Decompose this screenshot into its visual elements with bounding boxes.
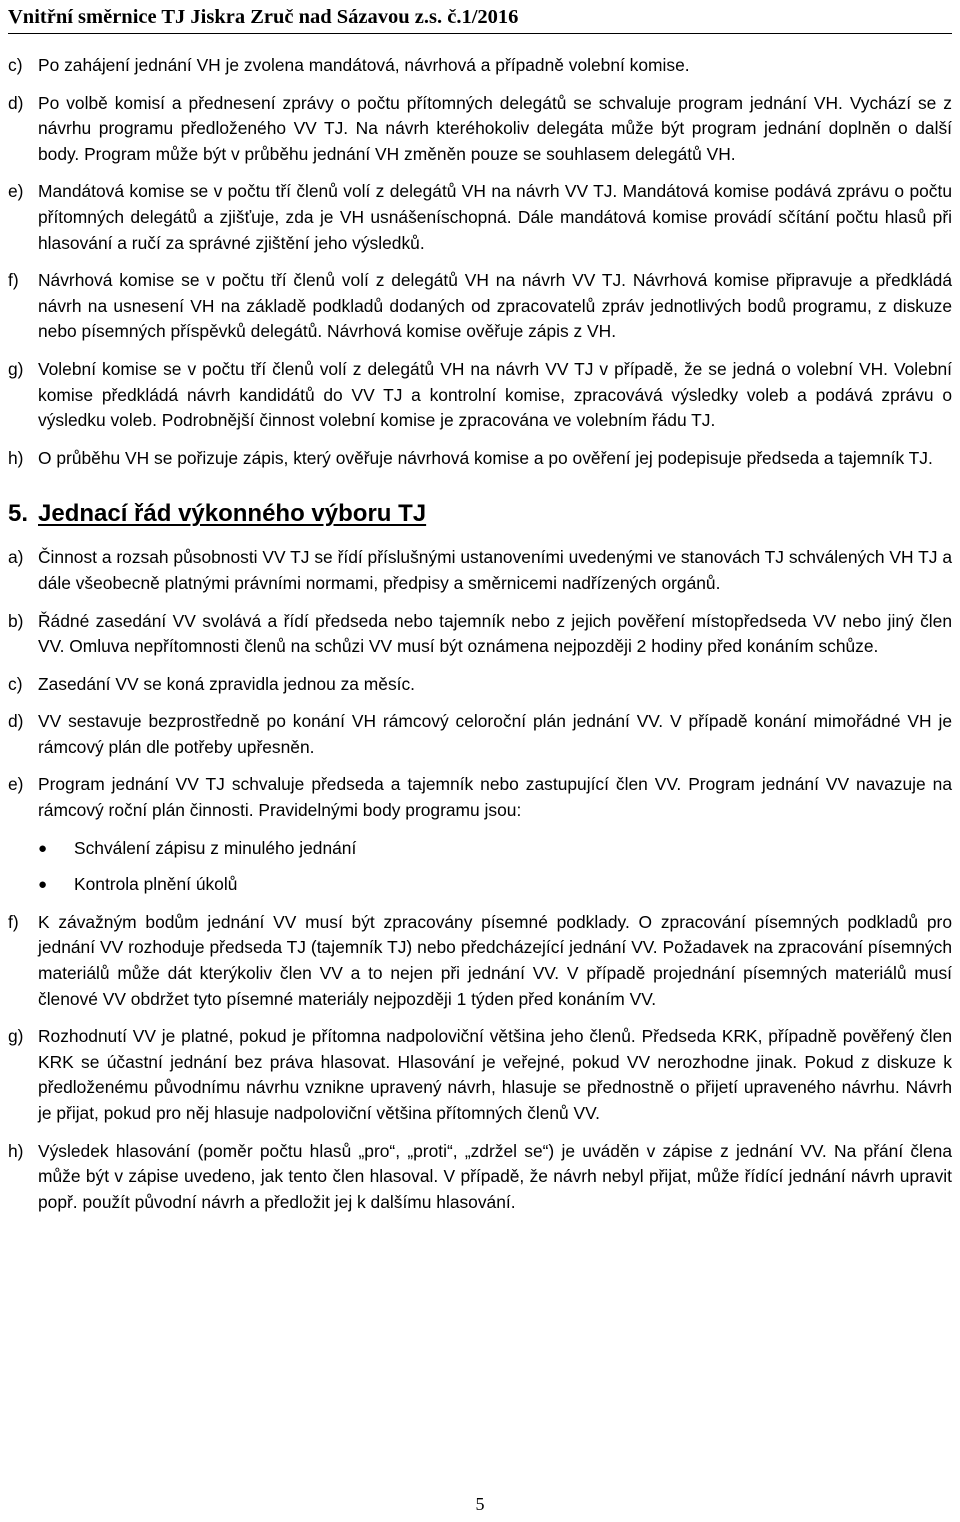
list-item xyxy=(8,672,952,698)
list-item xyxy=(8,910,952,1012)
list-item xyxy=(8,446,952,472)
list-item xyxy=(8,609,952,660)
bullet-item xyxy=(38,836,952,862)
bullet-list xyxy=(38,836,952,898)
item-text: Volební komise se v počtu tří členů volí z delegátů VH na návrh VV TJ v případě, že se jedná o volební VH. Volební komise předkládá návrh kandidátů do VV TJ a kontrolní komise, zpracovává výsledky voleb a podává zprávu o výsledku voleb. Podrobnější činnost volební komise je zpracována ve volebním řádu TJ. xyxy=(38,358,952,431)
item-label: h) xyxy=(8,447,24,468)
item-label: c) xyxy=(8,55,23,75)
item-text: Činnost a rozsah působnosti VV TJ se řídí příslušnými ustanoveními uvedenými ve stanovách TJ schválených VH TJ a dále všeobecně platnými právními normami, předpisy a směrnicemi nadřízených orgánů. xyxy=(38,547,952,593)
item-text: Zasedání VV se koná zpravidla jednou za měsíc. xyxy=(38,673,416,694)
bullet-text: Schválení zápisu z minulého jednání xyxy=(74,837,357,858)
item-label: c) xyxy=(8,673,23,694)
list-item xyxy=(8,179,952,256)
item-text: Po zahájení jednání VH je zvolena mandátová, návrhová a případně volební komise. xyxy=(38,55,690,75)
section-title: Jednací řád výkonného výboru TJ xyxy=(38,500,427,528)
item-text: Návrhová komise se v počtu tří členů volí z delegátů VH na návrh VV TJ. Návrhová komise připravuje a předkládá návrh na usnesení VH na základě podkladů dodaných od zpracovatelů zpráv jednotlivých bodů programu, z diskuze nebo písemných příspěvků delegátů. Návrhová komise ověřuje zápis z VH. xyxy=(38,270,952,342)
item-text: Výsledek hlasování (poměr počtu hlasů „pro“, „proti“, „zdržel se“) je uváděn v zápise z jednání VV. Na přání člena může být v zápise uvedeno, jak tento člen hlasoval. V případě, že návrh nebyl přijat, může řídící jednání návrh upravit popř. použít původní návrh a předložit jej k dalšímu hlasování. xyxy=(38,1140,952,1212)
item-label: e) xyxy=(8,181,24,202)
item-label: e) xyxy=(8,774,24,795)
item-text: Rozhodnutí VV je platné, pokud je přítomna nadpoloviční většina jeho členů. Předseda KRK, případně pověřený člen KRK se účastní jednání bez práva hlasovat. Hlasování je veřejné, pokud VV nerozhodne jinak. Pokud z diskuze k předloženému původnímu návrhu vznikne upravený návrh, hlasuje se přednostně o přijetí upraveného návrhu. Návrh je přijat, pokud pro něj hlasuje nadpoloviční většina přítomných členů VV. xyxy=(38,1026,952,1123)
item-label: f) xyxy=(8,270,19,291)
bullet-text: Kontrola plnění úkolů xyxy=(74,874,238,895)
item-label: b) xyxy=(8,610,24,631)
header-rule xyxy=(8,33,952,34)
item-label: g) xyxy=(8,358,24,379)
list-item xyxy=(8,545,952,596)
bullet-item xyxy=(38,872,952,898)
item-label: g) xyxy=(8,1026,24,1047)
page-number: 5 xyxy=(475,1494,485,1514)
item-text: Program jednání VV TJ schvaluje předseda a tajemník nebo zastupující člen VV. Program jednání VV navazuje na rámcový roční plán činnosti. Pravidelnými body programu jsou: xyxy=(38,774,952,821)
list-item xyxy=(8,357,952,434)
item-text: Mandátová komise se v počtu tří členů volí z delegátů VH na návrh VV TJ. Mandátová komise podává zprávu o počtu přítomných delegátů a zjišťuje, zda je VH usnášeníschopná. Dále mandátová komise provádí sčítání počtu hlasů při hlasování a ručí za správné zjištění jeho výsledků. xyxy=(38,181,952,253)
section-number: 5. xyxy=(8,500,29,528)
page-header-title: Vnitřní směrnice TJ Jiskra Zruč nad Sázavou z.s. č.1/2016 xyxy=(8,6,519,28)
list-item xyxy=(8,53,952,79)
list-item xyxy=(8,772,952,823)
list-item xyxy=(8,268,952,345)
list-item xyxy=(8,1024,952,1126)
item-label: f) xyxy=(8,911,19,932)
list-item xyxy=(8,709,952,760)
item-text: Po volbě komisí a přednesení zprávy o počtu přítomných delegátů se schvaluje program jednání VH. Vychází se z návrhu programu předloženého VV TJ. Na návrh kteréhokoliv delegáta může být program jednání doplněn o další body. Program může být v průběhu jednání VH změněn pouze se souhlasem delegátů VH. xyxy=(38,92,952,164)
item-text: VV sestavuje bezprostředně po konání VH rámcový celoroční plán jednání VV. V případě konání mimořádné VH je rámcový plán dle potřeby upřesněn. xyxy=(38,711,952,757)
list-item xyxy=(8,1139,952,1216)
bullet-icon: ● xyxy=(38,876,48,894)
bullet-icon: ● xyxy=(38,839,48,857)
list-item xyxy=(8,91,952,168)
item-label: d) xyxy=(8,92,24,113)
item-text: Řádné zasedání VV svolává a řídí předseda nebo tajemník nebo z jejich pověření místopředseda VV nebo jiný člen VV. Omluva nepřítomnosti členů na schůzi VV musí být oznámena nejpozději 2 hodiny před konáním schůze. xyxy=(38,610,952,657)
item-label: d) xyxy=(8,711,24,732)
item-label: a) xyxy=(8,547,24,568)
section-heading xyxy=(8,499,952,529)
item-label: h) xyxy=(8,1140,24,1161)
item-text: O průběhu VH se pořizuje zápis, který ověřuje návrhová komise a po ověření jej podepisuje předseda a tajemník TJ. xyxy=(38,447,933,468)
document-body xyxy=(8,53,952,1227)
item-text: K závažným bodům jednání VV musí být zpracovány písemné podklady. O zpracování písemných podkladů pro jednání VV rozhoduje předseda TJ (tajemník TJ) nebo předcházející jednání VV. Požadavek na zpracování písemných materiálů může dát kterýkoliv člen VV a to nejen při jednání VV. V případě projednání písemných materiálů musí členové VV obdržet tyto písemné materiály nejpozději 1 týden před konáním VV. xyxy=(38,911,952,1009)
